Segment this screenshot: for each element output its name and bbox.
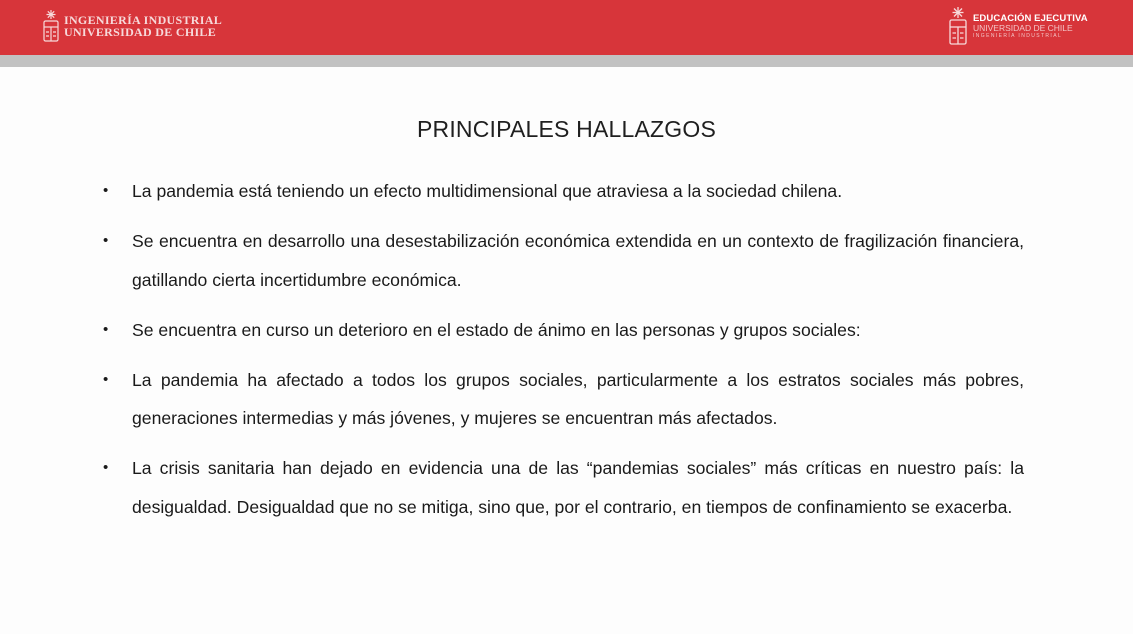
bullet-text: La crisis sanitaria han dejado en evidencia una de las “pandemias sociales” más críticas en nuestro país: la desigualdad. Desigualdad que no se mitiga, sino que, por el contrario, en tiempos de confinamiento se exacerba.	[132, 458, 1024, 517]
list-item	[102, 449, 1024, 526]
bullet-text: La pandemia está teniendo un efecto multidimensional que atraviesa a la sociedad chilena.	[132, 181, 843, 201]
bullet-icon: •	[103, 320, 109, 338]
slide-title: PRINCIPALES HALLAZGOS	[416, 116, 717, 142]
header-divider-stripe	[0, 55, 1133, 67]
bullet-icon: •	[103, 459, 109, 476]
list-item	[102, 361, 1024, 438]
left-logo-line2: UNIVERSIDAD DE CHILE	[64, 25, 217, 39]
list-item	[102, 172, 1024, 211]
right-logo-line1: EDUCACIÓN EJECUTIVA	[973, 12, 1088, 24]
list-item	[102, 222, 1024, 299]
university-seal-icon	[948, 6, 968, 46]
bullet-text: Se encuentra en desarrollo una desestabilización económica extendida en un contexto de fragilización financiera, gatillando cierta incertidumbre económica.	[132, 231, 1024, 290]
bullet-text: La pandemia ha afectado a todos los grupos sociales, particularmente a los estratos sociales más pobres, generaciones intermedias y más jóvenes, y mujeres se encuentran más afectados.	[132, 369, 1024, 428]
bullet-text: Se encuentra en curso un deterioro en el estado de ánimo en las personas y grupos sociales:	[132, 319, 861, 340]
university-seal-icon	[42, 9, 60, 43]
header-banner	[0, 0, 1133, 55]
bullet-icon: •	[103, 232, 109, 249]
ingenieria-industrial-logo	[42, 8, 222, 44]
educacion-ejecutiva-logo	[948, 5, 1088, 47]
right-logo-line2: UNIVERSIDAD DE CHILE	[973, 22, 1073, 33]
right-logo-line3: INGENIERÍA INDUSTRIAL	[973, 32, 1063, 39]
list-item	[102, 311, 1024, 350]
findings-list	[102, 172, 1024, 538]
bullet-icon: •	[103, 182, 109, 199]
left-logo-line1: INGENIERÍA INDUSTRIAL	[64, 13, 223, 27]
bullet-icon: •	[103, 370, 109, 388]
